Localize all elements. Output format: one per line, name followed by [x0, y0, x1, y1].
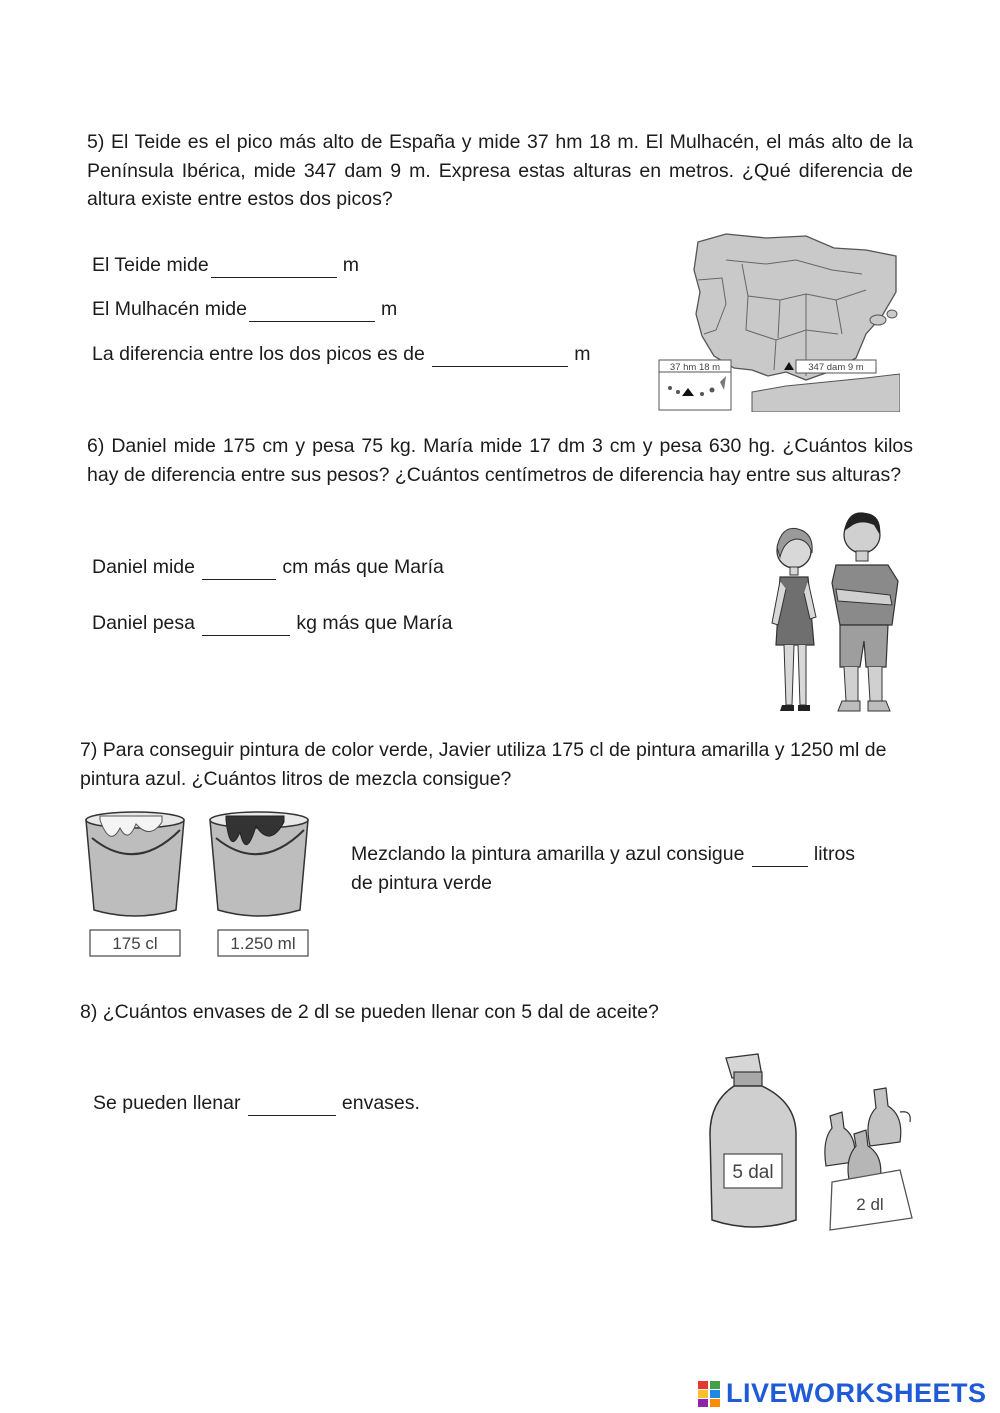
q7-question-text: 7) Para conseguir pintura de color verde, Javier utiliza 175 cl de pintura amarilla y 1250 ml de pintura azul. ¿Cuántos litros de mezcla consigue? [80, 739, 887, 790]
q8-question-text: 8) ¿Cuántos envases de 2 dl se pueden llenar con 5 dal de aceite? [80, 1001, 659, 1023]
q8-answer-line [93, 1092, 420, 1116]
q5-unit-3: m [574, 343, 591, 365]
teide-height-input[interactable] [211, 255, 337, 278]
bucket1-label: 175 cl [112, 934, 158, 953]
q7-answer-line2: de pintura verde [351, 872, 492, 894]
q5-question-text: 5) El Teide es el pico más alto de España y mide 37 hm 18 m. El Mulhacén, el más alto de la Península Ibérica, mide 347 dam 9 m. Expresa estas alturas en metros. ¿Qué diferencia de altura existe entre estos dos picos? [87, 131, 913, 210]
teide-map-tag: 37 hm 18 m [669, 362, 721, 373]
q6-line-height [92, 556, 444, 580]
oil-containers-image [704, 1050, 916, 1236]
q5-unit-1: m [342, 254, 359, 276]
q7-answer-line1 [351, 843, 855, 867]
liveworksheets-logo-icon [698, 1381, 720, 1407]
q5-difference-label: La diferencia entre los dos picos es de [92, 343, 425, 365]
weight-difference-kg-input[interactable] [202, 613, 290, 636]
q6-weight-suffix: kg más que María [296, 612, 453, 634]
q7-answer-suffix: litros [813, 843, 856, 865]
small-jug-label: 2 dl [856, 1195, 884, 1214]
q6-height-suffix: cm más que María [282, 556, 444, 578]
bottle-label: 5 dal [732, 1162, 774, 1183]
liveworksheets-logo [698, 1378, 987, 1409]
containers-count-input[interactable] [248, 1093, 336, 1116]
mulhacen-height-input[interactable] [249, 299, 375, 322]
q8-answer-prefix: Se pueden llenar [93, 1092, 241, 1114]
q6-line-weight [92, 612, 452, 636]
height-difference-input[interactable] [432, 344, 568, 367]
q5-unit-2: m [381, 298, 398, 320]
q7-answer-prefix: Mezclando la pintura amarilla y azul consigue [351, 843, 745, 865]
bucket2-label: 1.250 ml [230, 934, 296, 953]
q6-weight-label: Daniel pesa [92, 612, 195, 634]
mulhacen-map-tag: 347 dam 9 m [808, 362, 864, 373]
q6-question-text: 6) Daniel mide 175 cm y pesa 75 kg. María mide 17 dm 3 cm y pesa 630 hg. ¿Cuántos kilos hay de diferencia entre sus pesos? ¿Cuántos centímetros de diferencia hay entre sus alturas? [87, 435, 913, 486]
height-difference-cm-input[interactable] [202, 557, 276, 580]
q5-teide-label: El Teide mide [92, 254, 209, 276]
q5-mulhacen-label: El Mulhacén mide [92, 298, 247, 320]
q5-line-difference [92, 343, 590, 367]
q5-line-teide [92, 254, 359, 278]
q6-height-label: Daniel mide [92, 556, 195, 578]
paint-buckets-image [80, 804, 314, 962]
q5-line-mulhacen [92, 298, 397, 322]
spain-map-image [656, 230, 900, 412]
q8-answer-suffix: envases. [341, 1092, 420, 1114]
liveworksheets-logo-text: LIVEWORKSHEETS [726, 1378, 987, 1408]
green-paint-liters-input[interactable] [752, 844, 808, 867]
daniel-maria-image [762, 505, 914, 720]
